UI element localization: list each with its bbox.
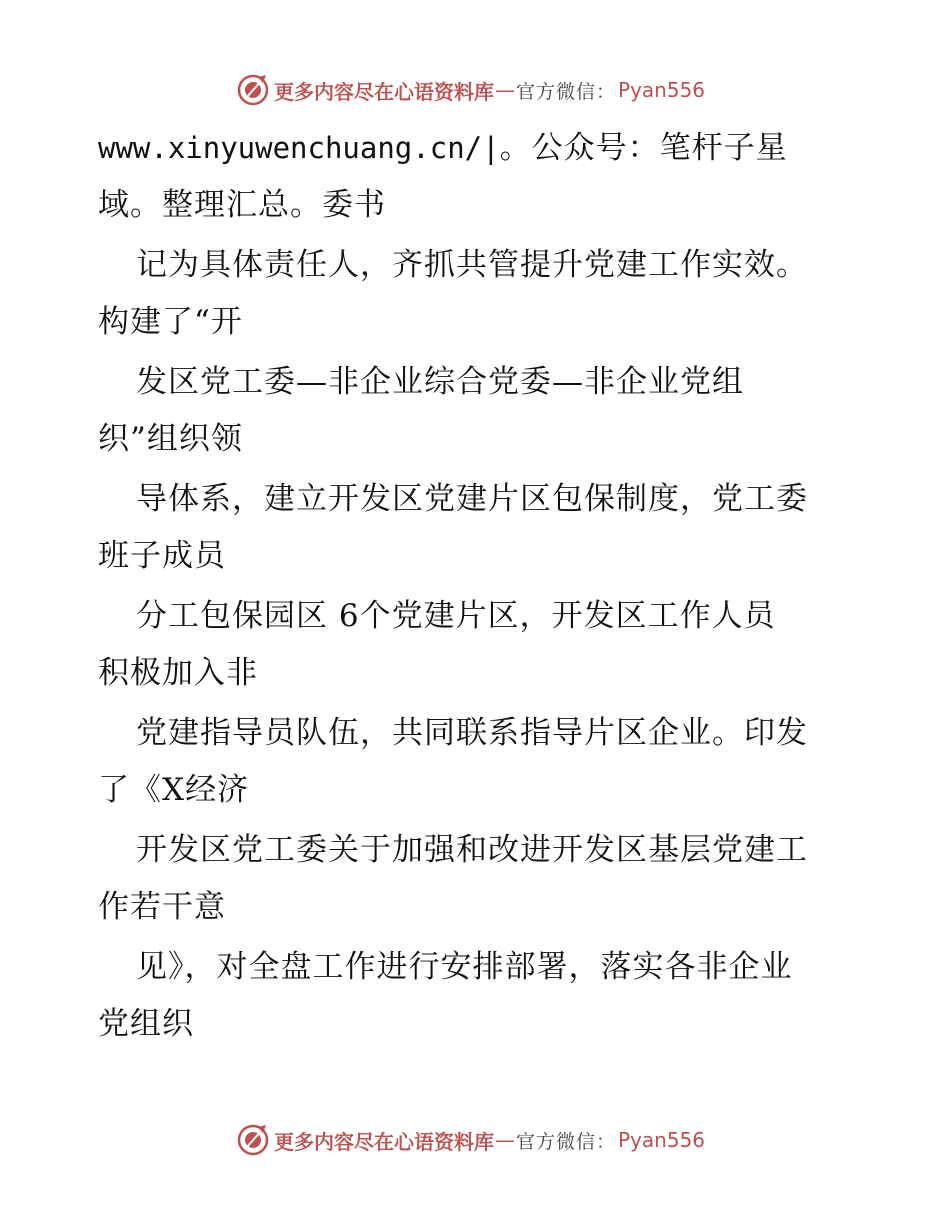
text-line: 见》，对全盘工作进行安排部署，落实各非企业 [136,949,793,985]
watermark-dash: — [495,78,515,102]
text-line: 构建了“开 [98,304,243,340]
text-line: 班子成员 [98,538,226,574]
watermark-dash: — [495,1128,515,1152]
watermark-text: 更多内容尽在心语资料库 [274,79,494,104]
footer-watermark [236,1122,705,1158]
text-line: 开发区党工委关于加强和改进开发区基层党建工 [136,832,808,868]
text-line: 记为具体责任人，齐抓共管提升党建工作实效。 [136,247,808,283]
line-text: 。公众号：笔杆子星 [499,130,788,166]
watermark-text: 更多内容尽在心语资料库 [274,1129,494,1154]
text-line: 发区党工委—非企业综合党委—非企业党组 [136,364,744,400]
url-text: www.xinyuwenchuang.cn/| [98,131,500,165]
watermark-wechat-id: Pyan556 [618,78,706,102]
quill-logo-icon [236,73,270,107]
text-line: 作若干意 [98,889,226,925]
watermark-wechat-label: 官方微信： [516,1130,617,1153]
watermark-wechat-id: Pyan556 [618,1128,706,1152]
header-watermark [236,72,705,108]
text-line: 导体系，建立开发区党建片区包保制度，党工委 [136,481,808,517]
text-line: 域。整理汇总。委书 [98,187,386,223]
text-line: 党组织 [98,1006,194,1042]
text-line: 积极加入非 [98,655,258,691]
watermark-wechat-label: 官方微信： [516,80,617,103]
text-line: 党建指导员队伍，共同联系指导片区企业。印发 [136,715,808,751]
quill-logo-icon [236,1123,270,1157]
text-line: 分工包保园区 6个党建片区，开发区工作人员 [136,598,776,634]
text-line: 织”组织领 [98,421,243,457]
text-line [98,128,788,168]
text-line: 了《X经济 [98,772,250,808]
